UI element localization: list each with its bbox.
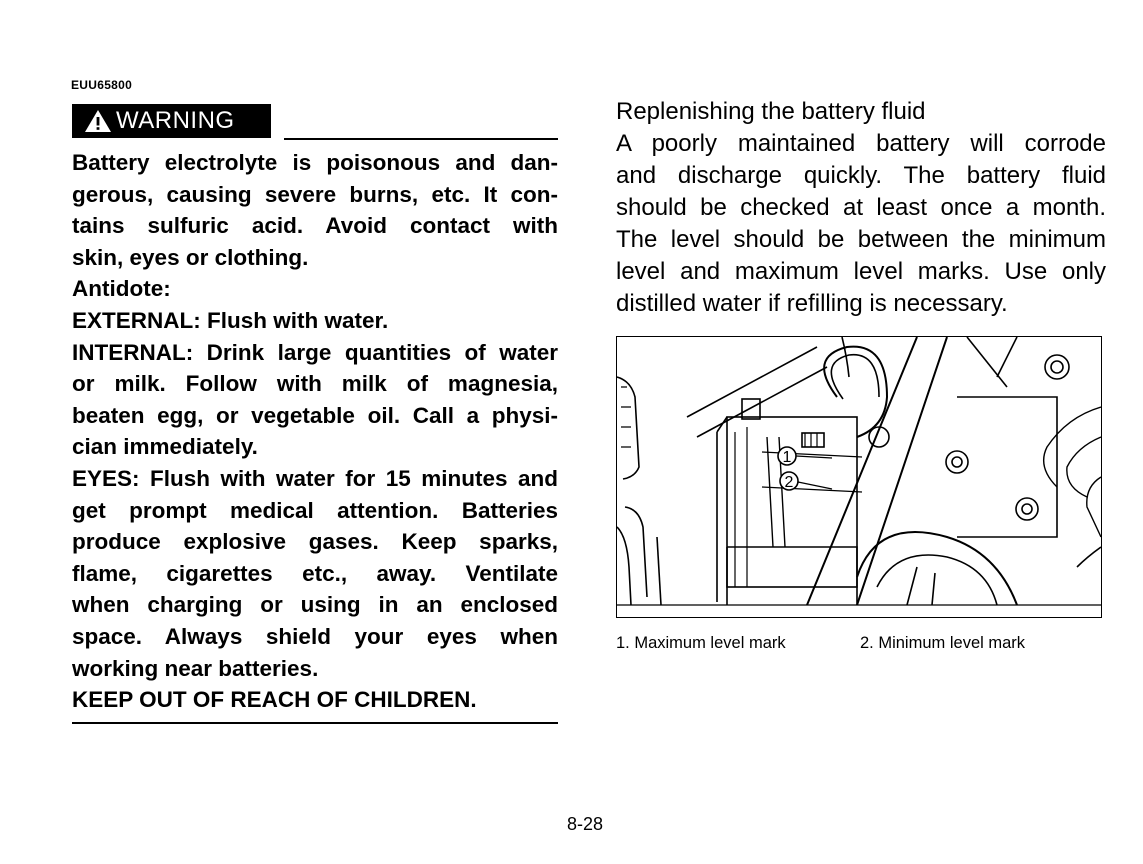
section-line: distilled water if refilling is necessary. [616, 290, 1008, 317]
warning-badge [72, 104, 271, 138]
warning-triangle-icon [84, 109, 112, 133]
section-line: level and maximum level marks. Use only [616, 258, 1106, 285]
warning-line: Battery electrolyte is poisonous and dan- [72, 150, 558, 175]
section-line: should be checked at least once a month. [616, 194, 1106, 221]
callout-1: 1 [782, 449, 792, 466]
warning-line: when charging or using in an enclosed [72, 592, 558, 618]
warning-line: skin, eyes or clothing. [72, 244, 309, 270]
warning-text [72, 147, 558, 716]
caption-minimum-level: 2. Minimum level mark [860, 634, 1026, 652]
warning-line: beaten egg, or vegetable oil. Call a physi- [72, 402, 558, 428]
page-number: 8-28 [566, 814, 604, 834]
section-line: The level should be between the minimum [616, 226, 1106, 253]
figure-captions [616, 634, 1102, 653]
warning-line: cian immediately. [72, 434, 258, 460]
warning-line: Antidote: [72, 276, 171, 302]
warning-label: WARNING [116, 107, 235, 134]
warning-line: produce explosive gases. Keep sparks, [72, 529, 558, 555]
warning-line: EXTERNAL: Flush with water. [72, 307, 389, 333]
section-title: Replenishing the battery fluid [616, 98, 926, 125]
warning-line: flame, cigarettes etc., away. Ventilate [72, 560, 558, 586]
caption-maximum-level: 1. Maximum level mark [616, 634, 786, 652]
battery-illustration [616, 336, 1102, 618]
warning-line: KEEP OUT OF REACH OF CHILDREN. [72, 687, 477, 713]
warning-line: tains sulfuric acid. Avoid contact with [72, 213, 558, 239]
warning-bottom-rule [72, 722, 558, 724]
warning-line: INTERNAL: Drink large quantities of water [72, 339, 558, 365]
warning-line: EYES: Flush with water for 15 minutes and [72, 465, 558, 491]
warning-line: or milk. Follow with milk of magnesia, [72, 371, 558, 397]
document-code: EUU65800 [71, 78, 133, 92]
section-line: and discharge quickly. The battery fluid [616, 162, 1106, 189]
warning-line: gerous, causing severe burns, etc. It con- [72, 181, 558, 207]
warning-top-rule [284, 138, 558, 140]
warning-line: space. Always shield your eyes when [72, 623, 558, 649]
warning-line: working near batteries. [72, 655, 319, 681]
section-body [616, 128, 1106, 320]
section-line: A poorly maintained battery will corrode [616, 130, 1106, 157]
warning-line: get prompt medical attention. Batteries [72, 497, 558, 523]
callout-2: 2 [784, 474, 794, 491]
warning-header [72, 104, 558, 138]
